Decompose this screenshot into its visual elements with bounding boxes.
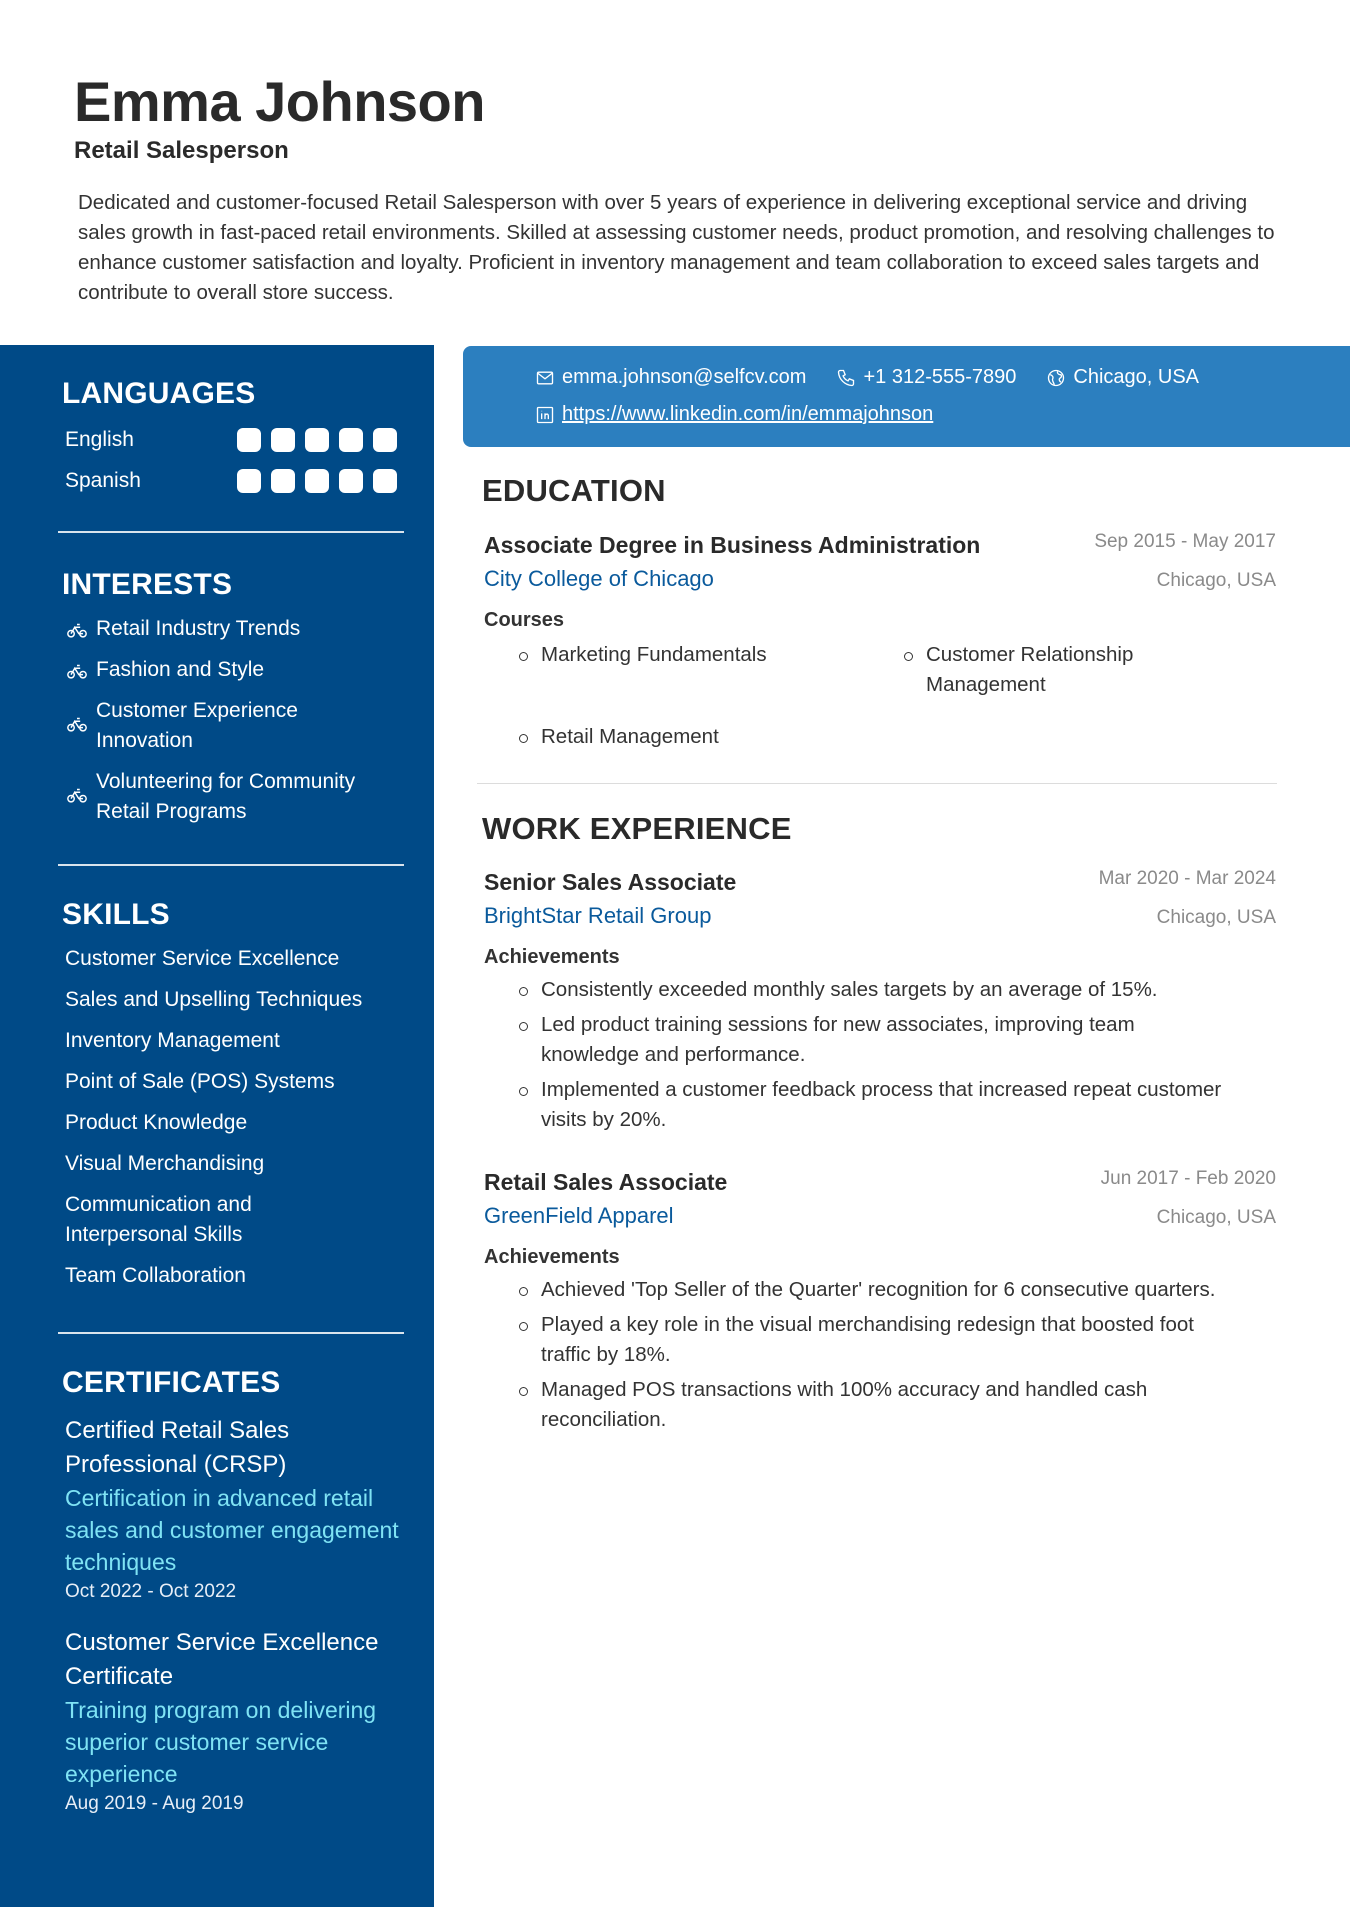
skill-item: Product Knowledge [65, 1111, 248, 1134]
level-dot [339, 428, 363, 452]
job-date: Mar 2020 - Mar 2024 [1098, 868, 1276, 889]
mail-icon [535, 368, 555, 388]
interest-label: Customer Experience Innovation [96, 699, 298, 752]
interest-item [62, 767, 404, 827]
interests-heading: INTERESTS [62, 568, 233, 601]
job-title: Senior Sales Associate [484, 869, 737, 895]
achievement-item: Led product training sessions for new associates, improving team knowledge and performance. [484, 1010, 1224, 1070]
section-divider [58, 531, 404, 533]
language-level-dots [237, 469, 397, 493]
achievement-item: Consistently exceeded monthly sales targets by an average of 15%. [484, 975, 1276, 1005]
globe-icon [1046, 368, 1066, 388]
phone-text: +1 312-555-7890 [863, 366, 1017, 388]
job-date: Jun 2017 - Feb 2020 [1100, 1168, 1276, 1189]
course-item: Retail Management [484, 722, 874, 752]
skills-heading: SKILLS [62, 898, 170, 931]
contact-linkedin[interactable] [535, 403, 933, 426]
courses-list [484, 640, 1276, 770]
level-dot [339, 469, 363, 493]
interest-item [62, 655, 404, 685]
section-divider [58, 864, 404, 866]
job-entry [484, 866, 1276, 1140]
sidebar [0, 345, 434, 1907]
profile-summary: Dedicated and customer-focused Retail Salesperson with over 5 years of experience in delivering exceptional service and driving sales growth in fast-paced retail environments. Skilled at assessing customer needs, product promotion, and resolving challenges to enhance customer satisfaction and loyalty. Proficient in inventory management and team collaboration to exceed sales targets and contribute to overall store success. [78, 191, 1275, 304]
certificate-description: Training program on delivering superior customer service experience [65, 1697, 377, 1787]
education-heading: EDUCATION [482, 473, 666, 508]
skill-item: Customer Service Excellence [65, 947, 340, 970]
skill-item: Inventory Management [65, 1029, 280, 1052]
candidate-title: Retail Salesperson [74, 137, 289, 164]
interest-label: Fashion and Style [96, 658, 265, 681]
level-dot [237, 428, 261, 452]
contact-band [463, 346, 1350, 447]
bicycle-icon [66, 660, 88, 682]
interests-section [62, 568, 404, 838]
achievement-item: Achieved 'Top Seller of the Quarter' recognition for 6 consecutive quarters. [484, 1275, 1276, 1305]
languages-heading: LANGUAGES [62, 377, 256, 410]
certificates-heading: CERTIFICATES [62, 1366, 281, 1399]
certificate-date: Oct 2022 - Oct 2022 [65, 1581, 237, 1602]
courses-label: Courses [484, 609, 565, 631]
certificate-title: Certified Retail Sales Professional (CRSP) [65, 1417, 290, 1478]
section-divider [477, 783, 1277, 784]
phone-icon [836, 368, 856, 388]
linkedin-link[interactable]: https://www.linkedin.com/in/emmajohnson [562, 403, 934, 425]
level-dot [271, 469, 295, 493]
level-dot [305, 469, 329, 493]
course-item: Customer Relationship Management [869, 640, 1169, 700]
certificate-date: Aug 2019 - Aug 2019 [65, 1793, 244, 1814]
achievements-list [484, 1275, 1276, 1435]
course-item: Marketing Fundamentals [484, 640, 874, 670]
resume-header [0, 0, 1350, 345]
skill-item: Team Collaboration [65, 1264, 246, 1287]
language-name: English [65, 427, 134, 451]
level-dot [373, 469, 397, 493]
job-location: Chicago, USA [1156, 1207, 1276, 1228]
education-date: Sep 2015 - May 2017 [1094, 531, 1276, 552]
candidate-name: Emma Johnson [74, 70, 485, 133]
contact-phone[interactable] [836, 366, 1016, 389]
level-dot [373, 428, 397, 452]
interest-label: Volunteering for Community Retail Programs [96, 770, 356, 823]
contact-email[interactable] [535, 366, 806, 389]
certificates-section [62, 1366, 404, 1818]
job-entry [484, 1166, 1276, 1440]
certificate-item [62, 1414, 404, 1606]
skill-item: Point of Sale (POS) Systems [65, 1070, 335, 1093]
email-text: emma.johnson@selfcv.com [562, 366, 807, 388]
section-divider [58, 1332, 404, 1334]
certificate-title: Customer Service Excellence Certificate [65, 1629, 379, 1690]
language-name: Spanish [65, 468, 141, 492]
interest-item [62, 614, 404, 644]
languages-section [62, 377, 404, 501]
job-title: Retail Sales Associate [484, 1169, 728, 1195]
contact-location [1046, 366, 1199, 389]
skill-item: Visual Merchandising [65, 1152, 265, 1175]
achievements-label: Achievements [484, 946, 620, 968]
education-location: Chicago, USA [1156, 570, 1276, 591]
level-dot [271, 428, 295, 452]
location-text: Chicago, USA [1073, 366, 1200, 388]
skill-item: Sales and Upselling Techniques [65, 988, 363, 1011]
level-dot [237, 469, 261, 493]
work-experience-heading: WORK EXPERIENCE [482, 811, 792, 846]
achievement-item: Implemented a customer feedback process that increased repeat customer visits by 20%. [484, 1075, 1224, 1135]
achievement-item: Played a key role in the visual merchandising redesign that boosted foot traffic by 18%. [484, 1310, 1244, 1370]
skill-item: Communication and Interpersonal Skills [65, 1193, 252, 1246]
linkedin-icon [535, 405, 555, 425]
language-level-dots [237, 428, 397, 452]
language-item [62, 460, 404, 501]
language-item [62, 419, 404, 460]
education-entry [484, 529, 1276, 770]
bicycle-icon [66, 784, 88, 806]
achievements-list [484, 975, 1276, 1135]
skills-section [62, 898, 404, 1302]
achievement-item: Managed POS transactions with 100% accuracy and handled cash reconciliation. [484, 1375, 1224, 1435]
degree-title: Associate Degree in Business Administration [484, 532, 981, 558]
certificate-description: Certification in advanced retail sales and customer engagement techniques [65, 1485, 399, 1575]
company-name: GreenField Apparel [484, 1203, 674, 1228]
interest-item [62, 696, 404, 756]
school-name: City College of Chicago [484, 566, 714, 591]
level-dot [305, 428, 329, 452]
bicycle-icon [66, 713, 88, 735]
bicycle-icon [66, 619, 88, 641]
interest-label: Retail Industry Trends [96, 617, 301, 640]
certificate-item [62, 1626, 404, 1818]
job-location: Chicago, USA [1156, 907, 1276, 928]
company-name: BrightStar Retail Group [484, 903, 712, 928]
achievements-label: Achievements [484, 1246, 620, 1268]
